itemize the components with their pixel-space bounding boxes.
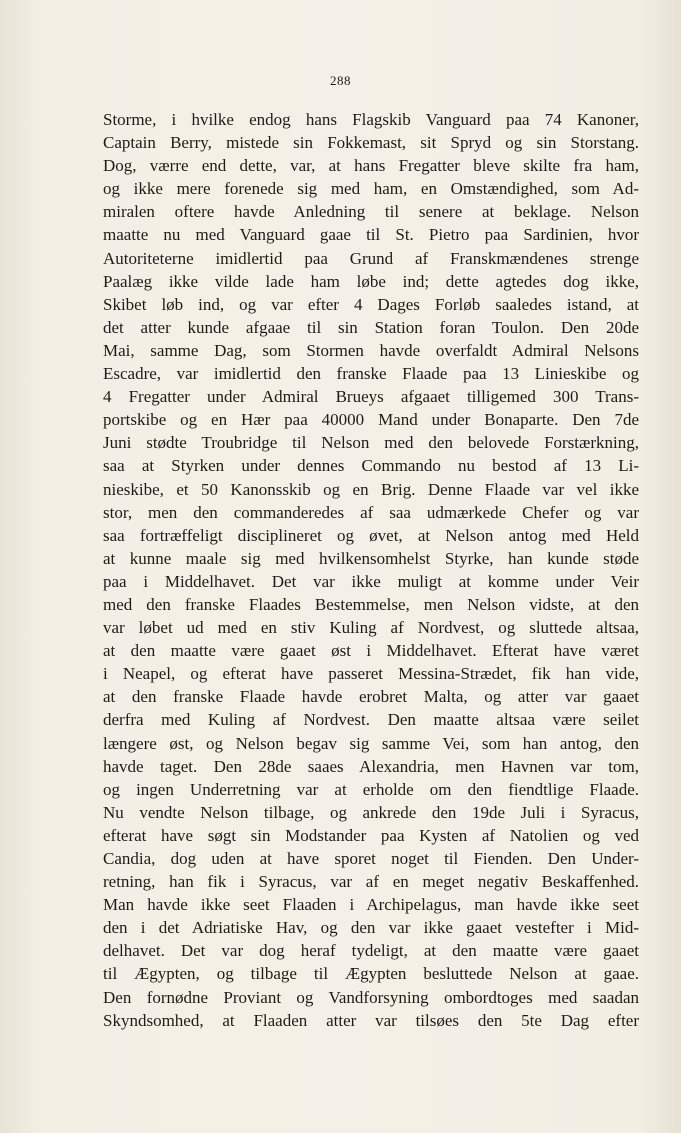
text-line: Paalæg ikke vilde lade ham løbe ind; dette agtedes dog ikke, — [103, 271, 639, 291]
text-line: nieskibe, et 50 Kanonsskib og en Brig. Denne Flaade var vel ikke — [103, 479, 639, 499]
text-line: saa fortræffeligt disciplineret og øvet, at Nelson antog med Held — [103, 525, 639, 545]
body-text — [103, 108, 639, 1032]
text-line: miralen oftere havde Anledning til senere at beklage. Nelson — [103, 202, 639, 222]
text-line: og ingen Underretning var at erholde om den fiendtlige Flaade. — [103, 779, 639, 799]
text-line: retning, han fik i Syracus, var af en meget negativ Beskaffenhed. — [103, 872, 639, 892]
text-line: maatte nu med Vanguard gaae til St. Pietro paa Sardinien, hvor — [103, 225, 639, 245]
text-line: Skyndsomhed, at Flaaden atter var tilsøes den 5te Dag efter — [103, 1010, 639, 1030]
text-line: portskibe og en Hær paa 40000 Mand under Bonaparte. Den 7de — [103, 410, 639, 430]
text-line: Nu vendte Nelson tilbage, og ankrede den 19de Juli i Syracus, — [103, 802, 639, 822]
text-line: og ikke mere forenede sig med ham, en Omstændighed, som Ad- — [103, 179, 639, 199]
text-line: den i det Adriatiske Hav, og den var ikke gaaet vestefter i Mid- — [103, 918, 639, 938]
text-line: Juni stødte Troubridge til Nelson med den belovede Forstærkning, — [103, 433, 639, 453]
text-line: at kunne maale sig med hvilkensomhelst Styrke, han kunde støde — [103, 548, 639, 568]
text-line: det atter kunde afgaae til sin Station foran Toulon. Den 20de — [103, 317, 639, 337]
text-line: derfra med Kuling af Nordvest. Den maatte altsaa være seilet — [103, 710, 639, 730]
page-number: 288 — [330, 73, 351, 88]
text-line: at den franske Flaade havde erobret Malta, og atter var gaaet — [103, 687, 639, 707]
text-line: længere øst, og Nelson begav sig samme Vei, som han antog, den — [103, 733, 639, 753]
text-line: Escadre, var imidlertid den franske Flaade paa 13 Linieskibe og — [103, 364, 639, 384]
text-line: Den fornødne Proviant og Vandforsyning ombordtoges med saadan — [103, 987, 639, 1007]
text-line: Storme, i hvilke endog hans Flagskib Vanguard paa 74 Kanoner, — [103, 110, 639, 129]
text-line: var løbet ud med en stiv Kuling af Nordvest, og sluttede altsaa, — [103, 618, 639, 638]
text-line: i Neapel, og efterat have passeret Messina-Strædet, fik han vide, — [103, 664, 639, 684]
text-line: Man havde ikke seet Flaaden i Archipelagus, man havde ikke seet — [103, 895, 639, 915]
text-line: med den franske Flaades Bestemmelse, men Nelson vidste, at den — [103, 594, 639, 614]
text-line: havde taget. Den 28de saaes Alexandria, men Havnen var tom, — [103, 756, 639, 776]
text-line: at den maatte være gaaet øst i Middelhavet. Efterat have været — [103, 641, 639, 661]
text-line: 4 Fregatter under Admiral Brueys afgaaet tilligemed 300 Trans- — [103, 387, 639, 407]
text-line: Dog, værre end dette, var, at hans Fregatter bleve skilte fra ham, — [103, 156, 639, 176]
text-line: Autoriteterne imidlertid paa Grund af Franskmændenes strenge — [103, 248, 639, 268]
text-line: Candia, dog uden at have sporet noget til Fienden. Den Under- — [103, 849, 639, 868]
text-line: Skibet løb ind, og var efter 4 Dages Forløb saaledes istand, at — [103, 294, 639, 314]
text-line: Captain Berry, mistede sin Fokkemast, sit Spryd og sin Storstang. — [103, 133, 639, 153]
text-line: stor, men den commanderedes af saa udmærkede Chefer og var — [103, 502, 639, 522]
text-line: saa at Styrken under dennes Commando nu bestod af 13 Li- — [103, 456, 639, 476]
text-line: paa i Middelhavet. Det var ikke muligt at komme under Veir — [103, 571, 639, 591]
text-line: Mai, samme Dag, som Stormen havde overfaldt Admiral Nelsons — [103, 340, 639, 360]
text-line: til Ægypten, og tilbage til Ægypten besluttede Nelson at gaae. — [103, 964, 639, 984]
text-line: efterat have søgt sin Modstander paa Kysten af Natolien og ved — [103, 825, 639, 845]
text-line: delhavet. Det var dog heraf tydeligt, at den maatte være gaaet — [103, 941, 639, 961]
